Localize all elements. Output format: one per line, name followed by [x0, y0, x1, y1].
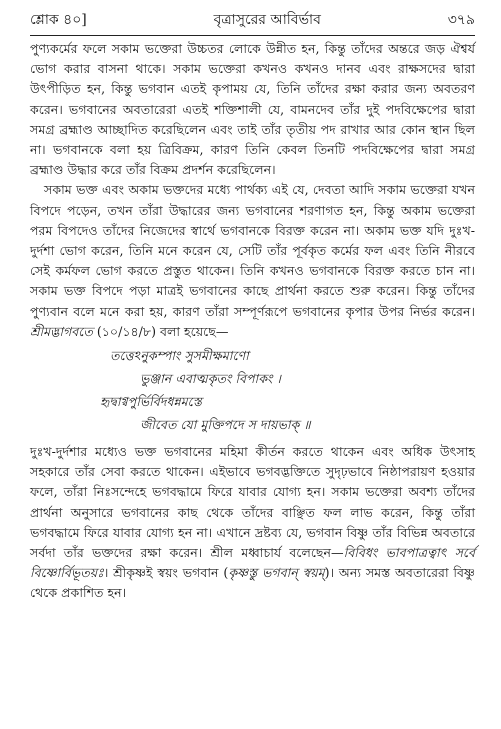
paragraph-3-text: দুঃখ-দুর্দশার মধ্যেও ভক্ত ভগবানের মহিমা কীর্তন করতে থাকেন এবং অধিক উৎসাহ সহকারে তাঁর সেবা করতে থাকেন। এইভাবে ভগবদ্ভক্তিতে সুদৃঢ়ভাবে নিষ্ঠাপরায়ণ হওয়ার ফলে, তাঁরা নিঃসন্দেহে ভগবদ্ধামে ফিরে যাবার যোগ্য হন। সকাম ভক্তেরা অবশ্য তাঁদের প্রার্থনা অনুসারে ভগবানের কাছ থেকে তাঁদের বাঞ্ছিত ফল লাভ করেন, কিন্তু তাঁরা ভগবদ্ধামে ফিরে যাবার যোগ্য হন না। এখানে দ্রষ্টব্য যে, ভগবান বিষ্ণু তাঁর বিভিন্ন অবতারে সর্বদা তাঁর ভক্তদের রক্ষা করেন। শ্রীল মধ্বাচার্য বলেছেন—: [30, 444, 475, 561]
paragraph-2: [30, 180, 475, 342]
paragraph-3-mid: । শ্রীকৃষ্ণই স্বয়ং ভগবান (: [103, 565, 229, 581]
quote-madhvacarya: বিবিধং ভাবপাত্রত্বাৎ সর্বে বিষ্ণোর্বিভূতয়ঃ: [30, 545, 475, 581]
header-chapter-title: বৃত্রাসুরের আবির্ভাব: [213, 12, 321, 28]
page-header: [30, 8, 475, 35]
quote-krsnas-tu: কৃষ্ণস্তু ভগবান্ স্বয়ম্: [228, 565, 325, 581]
paragraph-1: পুণ্যকর্মের ফলে সকাম ভক্তেরা উচ্চতর লোকে উন্নীত হন, কিন্তু তাঁদের অন্তরে জড় ঐশ্বর্য ভোগ করার বাসনা থাকে। সকাম ভক্তেরা কখনও কখনও দানব এবং রাক্ষসদের দ্বারা উৎপীড়িত হন, কিন্তু ভগবান এতই কৃপাময় যে, তিনি তাঁদের রক্ষা করার জন্য অবতরণ করেন। ভগবানের অবতারেরা এতই শক্তিশালী যে, বামনদেব তাঁর দুই পদবিক্ষেপের দ্বারা সমগ্র ব্রহ্মাণ্ড আচ্ছাদিত করেছিলেন এবং তাই তাঁর তৃতীয় পদ রাখার আর কোন স্থান ছিল না। ভগবানকে বলা হয় ত্রিবিক্রম, কারণ তিনি কেবল তিনটি পদবিক্ষেপের দ্বারা সমগ্র ব্রহ্মাণ্ড উদ্ধার করে তাঁর বিক্রম প্রদর্শন করেছিলেন।: [30, 41, 475, 178]
sanskrit-verse: [30, 344, 475, 436]
header-page-number: ৩৭৯: [447, 12, 475, 28]
header-verse-label: শ্লোক ৪০]: [30, 12, 87, 28]
verse-line: তত্তেঽনুকম্পাং সুসমীক্ষমাণো: [110, 348, 249, 364]
paragraph-3-end: )। অন্য সমস্ত অবতারেরা বিষ্ণু থেকে প্রকাশিত হন।: [30, 565, 475, 601]
paragraph-3: [30, 442, 475, 604]
header-rule: [30, 35, 475, 36]
source-reference: (১০/১৪/৮) বলা হয়েছে—: [96, 323, 229, 339]
verse-line: জীবেত যো মুক্তিপদে স দায়ভাক্ ॥: [140, 417, 311, 433]
verse-line: হৃদ্বাগ্বপুর্ভির্বিদধন্নমস্তে: [100, 394, 202, 410]
source-title: শ্রীমদ্ভাগবতে: [30, 323, 93, 339]
verse-line: ভুঞ্জান এবাত্মকৃতং বিপাকং ।: [140, 371, 281, 387]
paragraph-2-text: সকাম ভক্ত এবং অকাম ভক্তদের মধ্যে পার্থক্য এই যে, দেবতা আদি সকাম ভক্তেরা যখন বিপদে পড়েন, তখন তাঁরা উদ্ধারের জন্য ভগবানের শরণাগত হন, কিন্তু অকাম ভক্তেরা পরম বিপদেও তাঁদের নিজেদের স্বার্থে ভগবানকে বিরক্ত করেন না। অকাম ভক্ত যদি দুঃখ-দুর্দশা ভোগ করেন, তিনি মনে করেন যে, সেটি তাঁর পূর্বকৃত কর্মের ফল এবং তিনি নীরবে সেই কর্মফল ভোগ করতে প্রস্তুত থাকেন। তিনি কখনও ভগবানকে বিরক্ত করতে চান না। সকাম ভক্ত বিপদে পড়া মাত্রই ভগবানের কাছে প্রার্থনা করতে শুরু করেন। কিন্তু তাঁদের পুণ্যবান বলে মনে করা হয়, কারণ তাঁরা সম্পূর্ণরূপে ভগবানের কৃপার উপর নির্ভর করেন।: [30, 182, 475, 319]
